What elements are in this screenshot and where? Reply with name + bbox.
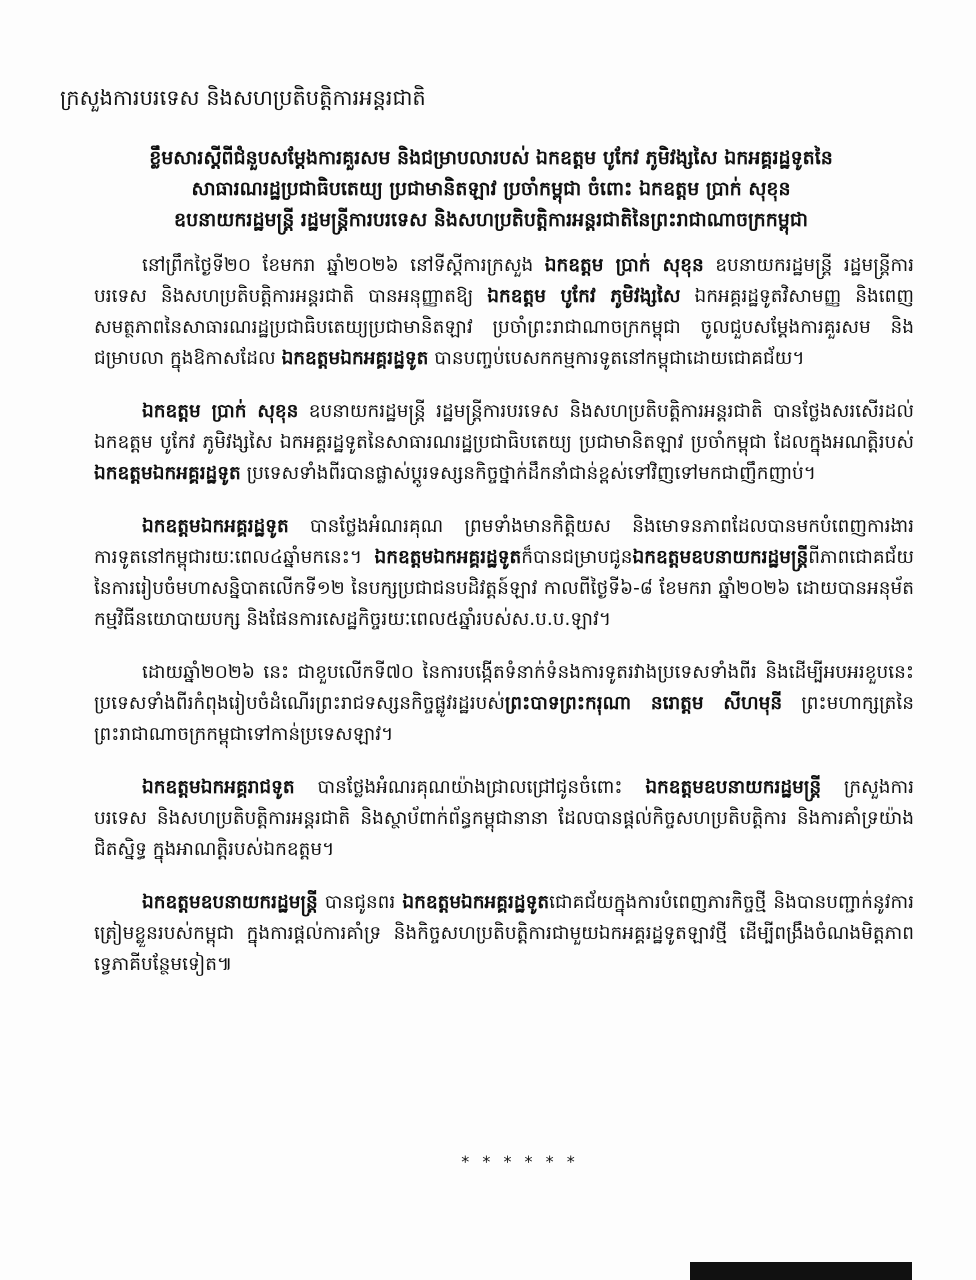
text-run: នៅព្រឹកថ្ងៃទី២០ ខែមករា ឆ្នាំ២០២៦ នៅទីស្តីការក្រសួង	[142, 255, 545, 276]
text-run: បានថ្លែងអំណរគុណយ៉ាងជ្រាលជ្រៅជូនចំពោះ	[294, 777, 646, 798]
bold-text: ឯកឧត្តមឯកអគ្គរដ្ឋទូត	[94, 463, 241, 484]
text-run: ប្រទេសទាំងពីរបានផ្លាស់ប្តូរទស្សនកិច្ចថ្នាក់ដឹកនាំជាន់ខ្ពស់ទៅវិញទៅមកជាញឹកញាប់។	[240, 463, 816, 484]
body-paragraph	[94, 657, 914, 750]
bold-text: ឯកឧត្តម បូកែវ ភូមិវង្សសៃ	[487, 286, 681, 307]
corner-bar	[690, 1262, 912, 1280]
text-run: ជោគជ័យក្នុងការបំពេញភារកិច្ចថ្មី និងបានបញ្ជាក់នូវការត្រៀមខ្លួនរបស់កម្ពុជា ក្នុងការផ្តល់ការគាំទ្រ និងកិច្ចសហប្រតិបត្តិការជាមួយឯកអគ្គរដ្ឋទូតឡាវថ្មី ដើម្បីពង្រឹងចំណងមិត្តភាពទ្វេភាគីបន្ថែមទៀត៕	[94, 892, 914, 975]
document-headline	[60, 143, 922, 236]
text-run: បានថ្លែងអំណរគុណ ព្រមទាំងមានកិត្តិយស និងមោទនភាពដែលបានមកបំពេញការងារការទូតនៅកម្ពុជារយៈពេល៤ឆ្នាំមកនេះ។	[94, 516, 914, 568]
bold-text: ឯកឧត្តមឧបនាយករដ្ឋមន្ត្រី	[632, 547, 809, 568]
bold-text: ព្រះបាទព្រះករុណា នរោត្តម សីហមុនី	[504, 693, 783, 714]
bold-text: ឯកឧត្តមឯកអគ្គរដ្ឋទូត	[142, 516, 289, 537]
headline-line-3: ឧបនាយករដ្ឋមន្ត្រី រដ្ឋមន្ត្រីការបរទេស និងសហប្រតិបត្តិការអន្តរជាតិនៃព្រះរាជាណាចក្រកម្ពុជា	[174, 209, 808, 231]
text-run: ព្រះមហាក្សត្រនៃព្រះរាជាណាចក្រកម្ពុជាទៅកាន់ប្រទេសឡាវ។	[94, 693, 914, 745]
bold-text: ឯកឧត្តម ប្រាក់ សុខុន	[544, 255, 704, 276]
document-body	[94, 250, 914, 1002]
bold-text: ឯកឧត្តមឧបនាយករដ្ឋមន្ត្រី	[142, 892, 318, 913]
body-paragraph	[94, 887, 914, 980]
text-run: ឧបនាយករដ្ឋមន្ត្រី រដ្ឋមន្ត្រីការបរទេស និងសហប្រតិបត្តិការអន្តរជាតិ បានអនុញ្ញាតឱ្យ	[94, 255, 914, 307]
bold-text: ឯកឧត្តមឯកអគ្គរដ្ឋទូត	[281, 348, 429, 369]
body-paragraph	[94, 250, 914, 374]
headline-line-2: សាធារណរដ្ឋប្រជាធិបតេយ្យ ប្រជាមានិតឡាវ ប្រចាំកម្ពុជា ចំពោះ ឯកឧត្តម ប្រាក់ សុខុន	[191, 178, 791, 200]
body-paragraph	[94, 396, 914, 489]
text-run: ឧបនាយករដ្ឋមន្ត្រី រដ្ឋមន្ត្រីការបរទេស និងសហប្រតិបត្តិការអន្តរជាតិ បានថ្លែងសរសើរដល់ ឯកឧត្តម បូកែវ ភូមិវង្សសៃ ឯកអគ្គរដ្ឋទូតនៃសាធារណរដ្ឋប្រជាធិបតេយ្យ ប្រជាមានិតឡាវ ប្រចាំកម្ពុជា ដែលក្នុងអណត្តិរបស់	[94, 401, 914, 453]
text-run: ក្រសួងការបរទេស និងសហប្រតិបត្តិការអន្តរជាតិ និងស្ថាប័ពាក់ព័ន្ធកម្ពុជានានា ដែលបានផ្តល់កិច្ចសហប្រតិបត្តិការ និងការគាំទ្រយ៉ាងជិតស្និទ្ធ ក្នុងអាណត្តិរបស់ឯកឧត្តម។	[94, 777, 914, 860]
text-run: ក៏បានជម្រាបជូន	[521, 547, 633, 568]
bold-text: ឯកឧត្តម ប្រាក់ សុខុន	[142, 401, 299, 422]
bold-text: ឯកឧត្តមឯកអគ្គរដ្ឋទូត	[374, 547, 522, 568]
body-paragraph	[94, 511, 914, 635]
bold-text: ឯកឧត្តមឧបនាយករដ្ឋមន្ត្រី	[645, 777, 822, 798]
ministry-name: ក្រសួងការបរទេស និងសហប្រតិបត្តិការអន្តរជាតិ	[60, 86, 426, 110]
text-run: ពីភាពជោគជ័យនៃការរៀបចំមហាសន្និបាតលើកទី១២ នៃបក្សប្រជាជនបដិវត្តន៍ឡាវ កាលពីថ្ងៃទី៦-៨ ខែមករា ឆ្នាំ២០២៦ ដោយបានអនុម័តកម្មវិធីនយោបាយបក្ស និងផែនការសេដ្ឋកិច្ចរយៈពេល៥ឆ្នាំរបស់ស.ប.ប.ឡាវ។	[94, 547, 914, 630]
text-run: បានជូនពរ	[317, 892, 403, 913]
headline-line-1: ខ្លឹមសារស្តីពីជំនួបសម្តែងការគួរសម និងជម្រាបលារបស់ ឯកឧត្តម បូកែវ ភូមិវង្សសៃ ឯកអគ្គរដ្ឋទូតនៃ	[149, 147, 833, 169]
bold-text: ឯកឧត្តមឯកអគ្គរាជទូត	[142, 777, 295, 798]
body-paragraph	[94, 772, 914, 865]
end-marks: * * * * * *	[461, 1152, 579, 1171]
text-run: ឯកអគ្គរដ្ឋទូតវិសាមញ្ញ និងពេញសមត្ថភាពនៃសាធារណរដ្ឋប្រជាធិបតេយ្យប្រជាមានិតឡាវ ប្រចាំព្រះរាជាណាចក្រកម្ពុជា ចូលជួបសម្តែងការគួរសម និងជម្រាបលា ក្នុងឱកាសដែល	[94, 286, 914, 369]
text-run: បានបញ្ចប់បេសកកម្មការទូតនៅកម្ពុជាដោយជោគជ័យ។	[428, 348, 805, 369]
text-run: ដោយឆ្នាំ២០២៦ នេះ ជាខួបលើកទី៧០ នៃការបង្កើតទំនាក់ទំនងការទូតរវាងប្រទេសទាំងពីរ និងដើម្បីអបអរខួបនេះ ប្រទេសទាំងពីរកំពុងរៀបចំដំណើរព្រះរាជទស្សនកិច្ចផ្លូវរដ្ឋរបស់	[94, 662, 914, 714]
bold-text: ឯកឧត្តមឯកអគ្គរដ្ឋទូត	[402, 892, 550, 913]
